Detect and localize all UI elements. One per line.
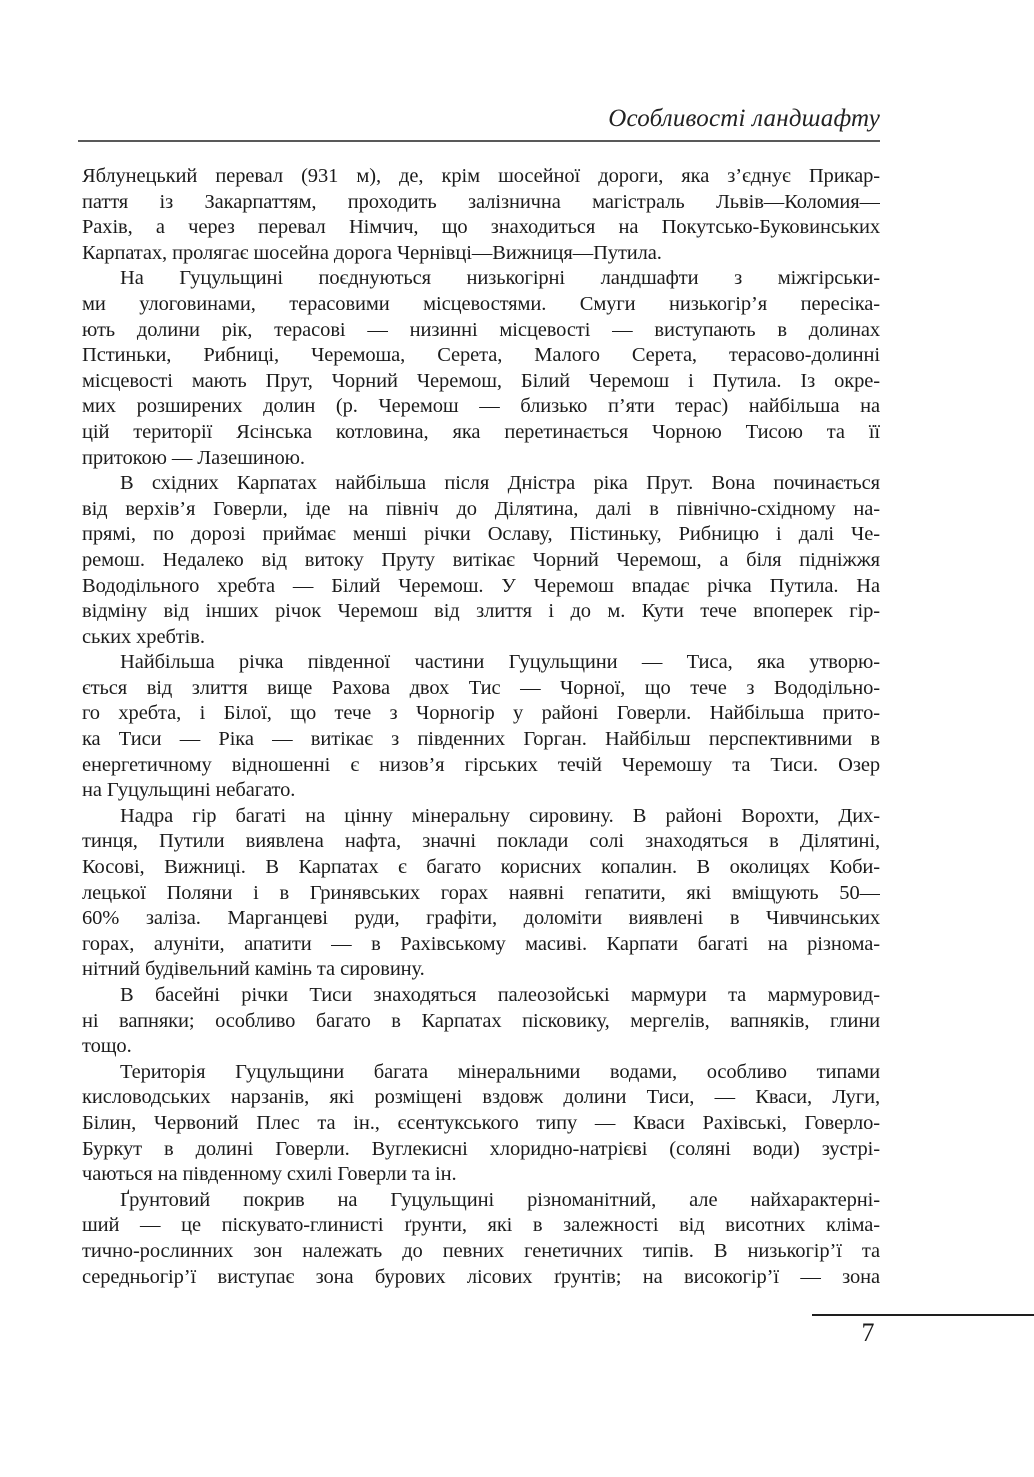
text-line: мих розширених долин (р. Черемош — близько п’яти терас) найбільша на bbox=[82, 395, 880, 418]
text-line: Територія Гуцульщини багата мінеральними водами, особливо типами bbox=[120, 1060, 880, 1083]
text-line: середньогір’ї виступає зона бурових лісових ґрунтів; на високогір’ї — зона bbox=[82, 1265, 880, 1288]
text-line: ні вапняки; особливо багато в Карпатах пісковику, мергелів, вапняків, глини bbox=[82, 1009, 880, 1032]
text-line: Косові, Вижниці. В Карпатах є багато корисних копалин. В околицях Коби- bbox=[82, 856, 880, 879]
text-line: горах, алуніти, апатити — в Рахівському масиві. Карпати багаті на різнома- bbox=[82, 932, 880, 955]
text-line: енергетичному відношенні є низов’я гірських течій Черемошу та Тиси. Озер bbox=[82, 753, 880, 776]
text-line: цій території Ясінська котловина, яка перетинається Чорною Тисою та її bbox=[82, 420, 880, 443]
body-text bbox=[82, 164, 880, 1290]
header-rule bbox=[78, 140, 880, 142]
text-line: ських хребтів. bbox=[82, 625, 205, 648]
text-line: на Гуцульщині небагато. bbox=[82, 779, 296, 802]
text-line: місцевості мають Прут, Чорний Черемош, Білий Черемош і Путила. Із окре- bbox=[82, 369, 880, 392]
text-line: Яблунецький перевал (931 м), де, крім шосейної дороги, яка з’єднує Прикар- bbox=[82, 165, 880, 187]
text-line: Буркут в долині Говерли. Вуглекисні хлоридно-натрієві (соляні води) зустрі- bbox=[82, 1137, 880, 1160]
text-line: В басейні річки Тиси знаходяться палеозойські мармури та мармуровид- bbox=[120, 984, 880, 1006]
text-line: тично-рослинних зон належать до певних генетичних типів. В низькогір’ї та bbox=[82, 1239, 880, 1262]
page-number: 7 bbox=[861, 1318, 875, 1347]
text-line: ють долини рік, терасові — низинні місцевості — виступають в долинах bbox=[82, 318, 880, 341]
text-line: ка Тиси — Ріка — витікає з південних Горган. Найбільш перспективними в bbox=[82, 728, 880, 751]
text-line: нітний будівельний камінь та сировину. bbox=[82, 958, 425, 981]
text-line: відміну від інших річок Черемош від злиття і до м. Кути тече впоперек гір- bbox=[82, 600, 880, 623]
text-line: від верхів’я Говерли, іде на північ до Ділятина, далі в північно-східному на- bbox=[82, 497, 880, 520]
text-line: го хребта, і Білої, що тече з Чорногір у районі Говерли. Найбільша прито- bbox=[82, 702, 880, 725]
footer-rule bbox=[812, 1314, 1034, 1316]
text-line: прямі, по дорозі приймає менші річки Ославу, Пістиньку, Рибницю і далі Че- bbox=[82, 523, 880, 546]
text-line: ми улоговинами, терасовими місцевостями. Смуги низькогір’я пересіка- bbox=[82, 292, 880, 315]
text-line: притокою — Лазешиною. bbox=[82, 446, 305, 469]
text-line: ється від злиття вище Рахова двох Тис — Чорної, що тече з Вододільно- bbox=[82, 676, 880, 699]
text-line: паття із Закарпаттям, проходить залізнична магістраль Львів—Коломия— bbox=[82, 190, 880, 213]
text-line: 60% заліза. Марганцеві руди, графіти, доломіти виявлені в Чивчинських bbox=[82, 907, 880, 930]
running-header-title: Особливості ландшафту bbox=[608, 105, 880, 132]
text-line: Надра гір багаті на цінну мінеральну сировину. В районі Ворохти, Дих- bbox=[120, 804, 880, 827]
text-line: кисловодських нарзанів, які розміщені вздовж долини Тиси, — Кваси, Луги, bbox=[82, 1086, 880, 1109]
text-line: На Гуцульщині поєднуються низькогірні ландшафти з міжгірськи- bbox=[120, 267, 880, 290]
text-line: Ґрунтовий покрив на Гуцульщині різноманітний, але найхарактерні- bbox=[120, 1188, 880, 1211]
text-line: лецької Поляни і в Гринявських горах наявні гепатити, які вміщують 50— bbox=[82, 881, 880, 904]
text-line: Пстиньки, Рибниці, Черемоша, Серета, Малого Серета, терасово-долинні bbox=[82, 344, 880, 367]
text-line: чаються на південному схилі Говерли та ін. bbox=[82, 1163, 457, 1186]
text-line: В східних Карпатах найбільша після Дністра ріка Прут. Вона починається bbox=[120, 472, 880, 495]
text-line: Білин, Червоний Плес та ін., єсентукського типу — Кваси Рахівські, Говерло- bbox=[82, 1111, 880, 1134]
text-line: ший — це піскувато-глинисті ґрунти, які в залежності від висотних кліма- bbox=[82, 1214, 880, 1237]
text-line: Найбільша річка південної частини Гуцульщини — Тиса, яка утворю- bbox=[120, 651, 880, 674]
text-line: Рахів, а через перевал Німчич, що знаходиться на Покутсько-Буковинських bbox=[82, 216, 880, 239]
text-line: ремош. Недалеко від витоку Пруту витікає Чорний Черемош, а біля підніжжя bbox=[82, 548, 880, 571]
text-line: Вододільного хребта — Білий Черемош. У Черемош впадає річка Путила. На bbox=[82, 574, 880, 597]
text-line: Карпатах, пролягає шосейна дорога Чернівці—Вижниця—Путила. bbox=[82, 241, 662, 264]
text-line: тинця, Путили виявлена нафта, значні поклади солі знаходяться в Ділятині, bbox=[82, 830, 880, 853]
text-line: тощо. bbox=[82, 1035, 132, 1058]
